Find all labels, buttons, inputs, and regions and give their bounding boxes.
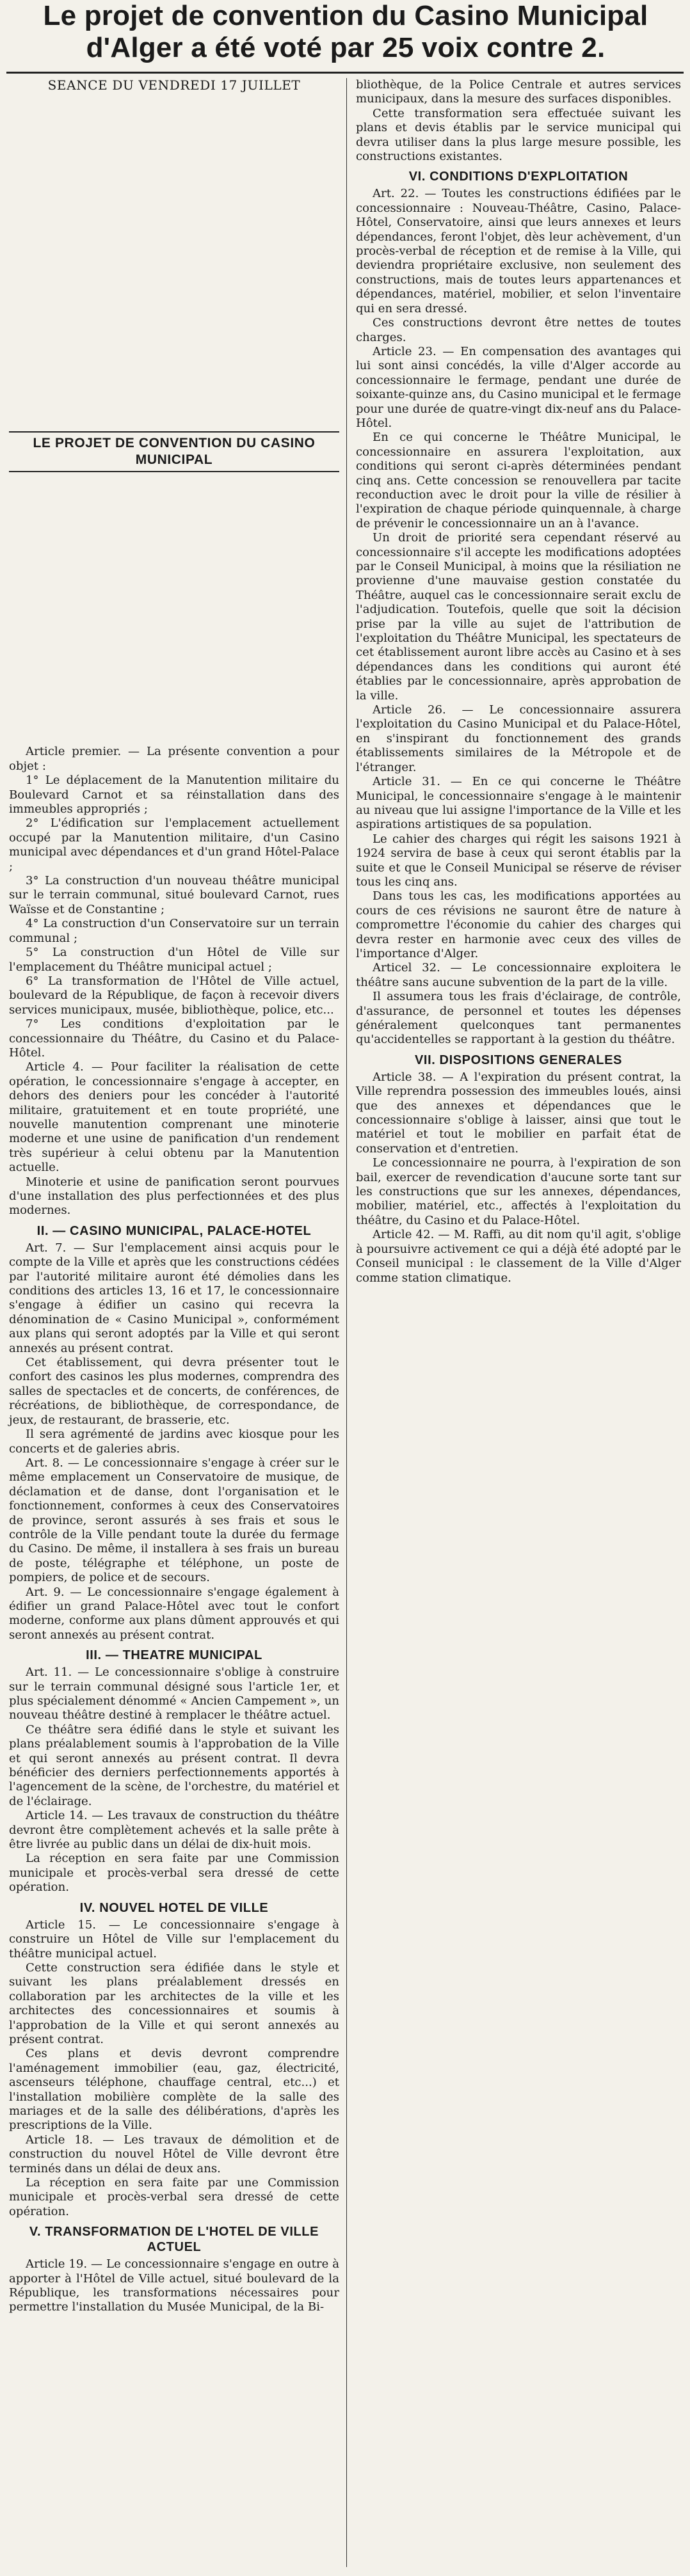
paragraph: Article premier. — La présente convention a pour objet :	[9, 745, 339, 773]
paragraph: Art. 8. — Le concessionnaire s'engage à créer sur le même emplacement un Conservatoire de musique, de déclamation et de danse, dont l'organisation et le fonctionnement, conformes à ceux des Conservatoires de province, seront assurés à ses frais et sous le contrôle de la Ville pendant toute la durée du fermage du Casino. De même, il installera à ses frais un bureau de poste, télégraphe et téléphone, un poste de pompiers, de police et de secours.	[9, 1456, 339, 1585]
paragraph: 6° La transformation de l'Hôtel de Ville actuel, boulevard de la République, de façon à recevoir divers services municipaux, musée, bibliothèque, police, etc...	[9, 974, 339, 1017]
section-heading: II. — CASINO MUNICIPAL, PALACE-HOTEL	[36, 1223, 312, 1238]
section-heading: IV. NOUVEL HOTEL DE VILLE	[79, 1900, 269, 1915]
paragraph: Il sera agrémenté de jardins avec kiosque pour les concerts et de galeries abris.	[9, 1427, 339, 1456]
paragraph: 3° La construction d'un nouveau théâtre municipal sur le terrain communal, situé boulevard Carnot, rues Waïsse et de Constantine ;	[9, 874, 339, 916]
paragraph: 4° La construction d'un Conservatoire sur un terrain communal ;	[9, 917, 339, 945]
paragraph: La réception en sera faite par une Commission municipale et procès-verbal sera dressé de cette opération.	[9, 1852, 339, 1895]
paragraph: Ces constructions devront être nettes de toutes charges.	[356, 316, 681, 344]
paragraph: Article 15. — Le concessionnaire s'engage à construire un Hôtel de Ville sur l'emplacement du théâtre municipal actuel.	[9, 1918, 339, 1960]
section-heading: VII. DISPOSITIONS GENERALES	[414, 1053, 623, 1067]
headline-rule	[6, 72, 684, 74]
paragraph: La réception en sera faite par une Commission municipale et procès-verbal sera dressé de cette opération.	[9, 2176, 339, 2218]
section-heading: VI. CONDITIONS D'EXPLOITATION	[408, 170, 629, 184]
paragraph: 7° Les conditions d'exploitation par le concessionnaire du Théâtre, du Casino et du Palace-Hôtel.	[9, 1017, 339, 1060]
paragraph: Article 14. — Les travaux de construction du théâtre devront être complètement achevés et la salle prête à être livrée au public dans un délai de dix-huit mois.	[9, 1809, 339, 1852]
paragraph: Cet établissement, qui devra présenter tout le confort des casinos les plus modernes, comprendra des salles de spectacles et de concerts, de conférences, de récréations, de bibliothèque, de correspondance, de jeux, de restaurant, de brasserie, etc.	[9, 1356, 339, 1427]
paragraph: Cette transformation sera effectuée suivant les plans et devis établis par le service municipal qui devra utiliser dans la plus large mesure possible, les constructions existantes.	[356, 106, 681, 164]
paragraph: Article 31. — En ce qui concerne le Théâtre Municipal, le concessionnaire s'engage à le maintenir au niveau que lui assigne l'importance de la Ville et les aspirations artistiques de sa population.	[356, 775, 681, 832]
column-divider	[346, 78, 347, 2567]
paragraph: Dans tous les cas, les modifications apportées au cours de ces révisions ne sauront être de nature à compromettre l'économie du cahier des charges qui devra rester en harmonie avec ceux des villes de l'importance d'Alger.	[356, 889, 681, 960]
paragraph: Article 42. — M. Raffi, au dit nom qu'il agit, s'oblige à poursuivre activement ce qui a déjà été adopté par le Conseil municipal : le classement de la Ville d'Alger comme station climatique.	[356, 1228, 681, 1285]
paragraph: Minoterie et usine de panification seront pourvues d'une installation des plus perfectionnées et des plus modernes.	[9, 1175, 339, 1218]
paragraph: Article 18. — Les travaux de démolition et de construction du nouvel Hôtel de Ville devront être terminés dans un délai de deux ans.	[9, 2133, 339, 2175]
paragraph: Article 19. — Le concessionnaire s'engage en outre à apporter à l'Hôtel de Ville actuel, situé boulevard de la République, les transformations nécessaires pour permettre l'installation du Musée Municipal, de la Bi-	[9, 2257, 339, 2314]
paragraph: Ces plans et devis devront comprendre l'aménagement immobilier (eau, gaz, électricité, ascenseurs téléphone, chauffage central, etc...) et l'installation mobilière complète de la salle des mariages et de la salle des délibérations, d'après les prescriptions de la Ville.	[9, 2047, 339, 2133]
paragraph: bliothèque, de la Police Centrale et autres services municipaux, dans la mesure des surfaces disponibles.	[356, 78, 681, 106]
paragraph: 2° L'édification sur l'emplacement actuellement occupé par la Manutention militaire, d'un Casino municipal avec dépendances et d'un grand Hôtel-Palace ;	[9, 816, 339, 873]
headline: Le projet de convention du Casino Municipal d'Alger a été voté par 25 voix contre 2.	[43, 0, 648, 63]
paragraph: Art. 7. — Sur l'emplacement ainsi acquis pour le compte de la Ville et après que les constructions cédées par l'autorité militaire auront été démolies dans les conditions des articles 13, 16 et 17, le concessionnaire s'engage à édifier un casino qui recevra la dénomination de « Casino Municipal », conformément aux plans qui seront adoptés par la Ville et qui seront annexés au présent contrat.	[9, 1241, 339, 1355]
paragraph: Il assumera tous les frais d'éclairage, de contrôle, d'assurance, de personnel et toutes les dépenses généralement quelconques tant permanentes qu'accidentelles se rapportant à la gestion du théâtre.	[356, 990, 681, 1047]
paragraph: 1° Le déplacement de la Manutention militaire du Boulevard Carnot et sa réinstallation dans des immeubles appropriés ;	[9, 774, 339, 816]
paragraph: Article 38. — A l'expiration du présent contrat, la Ville reprendra possession des immeubles loués, ainsi que des annexes et dépendances que le concessionnaire s'oblige à laisser, ainsi que tout le matériel et tout le mobilier en parfait état de conservation et d'entretien.	[356, 1070, 681, 1156]
paragraph: 5° La construction d'un Hôtel de Ville sur l'emplacement du Théâtre municipal actuel ;	[9, 946, 339, 974]
paragraph: Cette construction sera édifiée dans le style et suivant les plans préalablement dressés en collaboration par les architectes de la ville et les architectes des concessionnaires et soumis à l'approbation de la Ville et qui seront annexés au présent contrat.	[9, 1960, 339, 2046]
paragraph: Article 26. — Le concessionnaire assurera l'exploitation du Casino Municipal et du Palace-Hôtel, en s'inspirant du fonctionnement des grands établissements similaires de la Métropole et de l'étranger.	[356, 703, 681, 774]
session-date: SEANCE DU VENDREDI 17 JUILLET	[47, 77, 301, 93]
paragraph: Ce théâtre sera édifié dans le style et suivant les plans préalablement soumis à l'approbation de la Ville et qui seront annexés au présent contrat. Il devra bénéficier des derniers perfectionnements apportés à l'agencement de la scène, de l'orchestre, du matériel et de l'éclairage.	[9, 1722, 339, 1808]
paragraph: Art. 11. — Le concessionnaire s'oblige à construire sur le terrain communal désigné sous l'article 1er, et plus spécialement dénommé « Ancien Campement », un nouveau théâtre destiné à remplacer le théâtre actuel.	[9, 1666, 339, 1722]
paragraph: Le concessionnaire ne pourra, à l'expiration de son bail, exercer de revendication d'aucune sorte tant sur les constructions que sur les annexes, dépendances, mobilier, matériel, etc., affectés à l'exploitation du théâtre, du Casino et du Palace-Hôtel.	[356, 1156, 681, 1227]
paragraph: En ce qui concerne le Théâtre Municipal, le concessionnaire en assurera l'exploitation, aux conditions qui seront ci-après déterminées pendant cinq ans. Cette concession se renouvellera par tacite reconduction avec le droit pour la ville de résilier à l'expiration de chaque période quinquennale, à charge de prévenir le concessionnaire un an à l'avance.	[356, 431, 681, 530]
paragraph: Article 23. — En compensation des avantages qui lui sont ainsi concédés, la ville d'Alger accorde au concessionnaire le fermage, pendant une durée de soixante-quinze ans, du Casino municipal et le fermage pour une durée de quatre-vingt dix-neuf ans du Palace-Hôtel.	[356, 344, 681, 430]
article-banner: LE PROJET DE CONVENTION DU CASINO MUNICIPAL	[9, 431, 339, 472]
section-heading: III. — THEATRE MUNICIPAL	[86, 1648, 262, 1663]
paragraph: Art. 22. — Toutes les constructions édifiées par le concessionnaire : Nouveau-Théâtre, Casino, Palace-Hôtel, Conservatoire, ainsi que leurs annexes et leurs dépendances, feront l'objet, dès leur achèvement, d'un procès-verbal de réception et de remise à la Ville, qui deviendra propriétaire exclusive, non seulement des constructions, mais de toutes leurs appartenances et dépendances, matériel, mobilier, et selon l'inventaire qui en sera dressé.	[356, 187, 681, 315]
paragraph: Art. 9. — Le concessionnaire s'engage également à édifier un grand Palace-Hôtel avec tout le confort moderne, conforme aux plans dûment approuvés et qui seront annexés au présent contrat.	[9, 1585, 339, 1642]
column-right	[356, 78, 681, 1285]
paragraph: Le cahier des charges qui régit les saisons 1921 à 1924 servira de base à ceux qui seront établis par la suite et que le Conseil Municipal se réserve de réviser tous les cinq ans.	[356, 832, 681, 889]
section-heading: V. TRANSFORMATION DE L'HOTEL DE VILLE ACTUEL	[29, 2225, 319, 2255]
column-left	[9, 78, 339, 2315]
paragraph: Article 4. — Pour faciliter la réalisation de cette opération, le concessionnaire s'engage à accepter, en dehors des deniers pour les concéder à l'autorité militaire, gratuitement et en toute propriété, une nouvelle manutention comprenant une minoterie moderne et une usine de panification d'un rendement très supérieur à celui obtenu par la Manutention actuelle.	[9, 1060, 339, 1175]
paragraph: Un droit de priorité sera cependant réservé au concessionnaire s'il accepte les modifications adoptées par le Conseil Municipal, à moins que la résiliation ne provienne d'une mauvaise gestion constatée du Théâtre, auquel cas le concessionnaire serait exclu de l'adjudication. Toutefois, quelle que soit la décision prise par la ville au sujet de l'attribution de l'exploitation du Théâtre Municipal, les spectateurs de cet établissement auront libre accès au Casino et à ses dépendances dans les conditions qui auront été établies par le concessionnaire, après approbation de la ville.	[356, 531, 681, 703]
paragraph: Articel 32. — Le concessionnaire exploitera le théâtre sans aucune subvention de la part de la ville.	[356, 961, 681, 989]
